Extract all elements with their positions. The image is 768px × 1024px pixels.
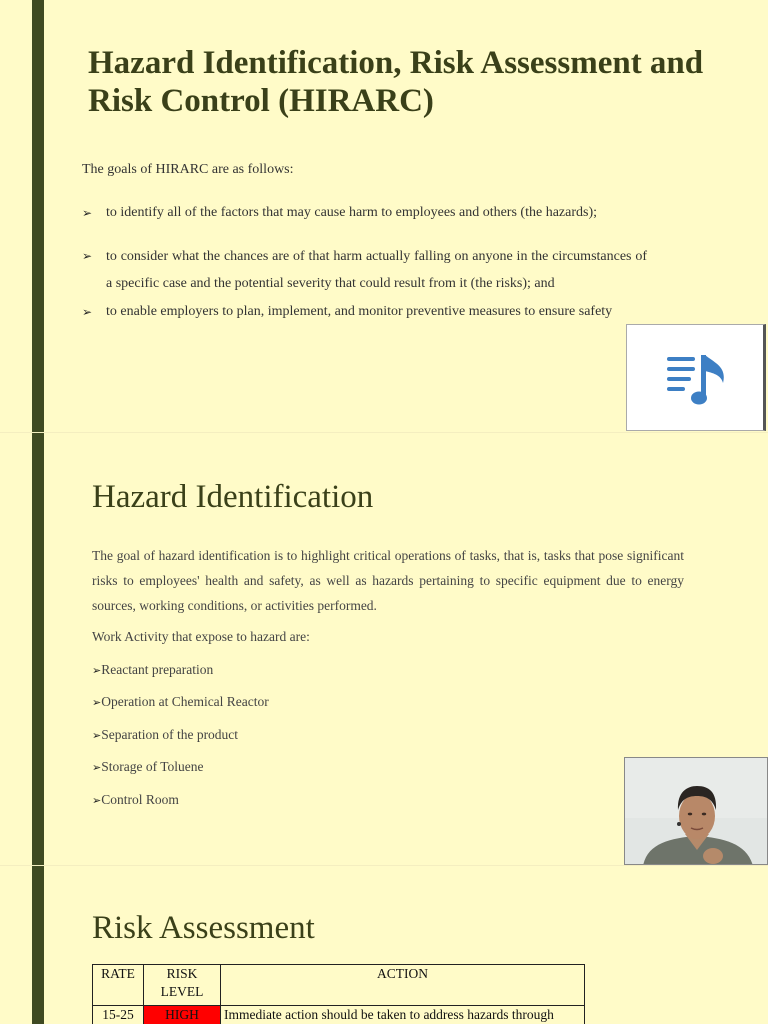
slide-hazard-identification [0, 433, 768, 865]
column-header-action: ACTION [221, 965, 585, 1006]
goal-item: ➢ to identify all of the factors that may cause harm to employees and others (the hazards); [82, 202, 647, 224]
slide-hirarc [0, 0, 768, 432]
list-item: ➢Operation at Chemical Reactor [92, 694, 269, 710]
slide-accent-bar [32, 0, 44, 432]
arrow-bullet-icon: ➢ [92, 728, 102, 742]
slide-title: Risk Assessment [92, 910, 315, 946]
intro-text: The goals of HIRARC are as follows: [82, 162, 294, 177]
rate-cell: 15-25 [93, 1006, 144, 1024]
hazard-paragraph: The goal of hazard identification is to highlight critical operations of tasks, that is, tasks that pose significant risks to employees' health and safety, as well as hazards pertaining to specific equipment due to energy sources, working conditions, or activities performed. [92, 548, 684, 613]
slide-risk-assessment [0, 866, 768, 1024]
risk-matrix-table [92, 964, 585, 1024]
work-activity-label: Work Activity that expose to hazard are: [92, 629, 310, 644]
slide-title: Hazard Identification, Risk Assessment and Risk Control (HIRARC) [88, 45, 704, 119]
list-item: ➢Storage of Toluene [92, 759, 204, 775]
table-row [93, 1006, 585, 1024]
arrow-bullet-icon: ➢ [92, 664, 102, 677]
arrow-bullet-icon: ➢ [92, 793, 102, 807]
slide-accent-bar [32, 866, 44, 1024]
goal-item: ➢ to consider what the chances are of that harm actually falling on anyone in the circumstances of a specific case and the potential severity that could result from it (the risks); and [82, 243, 647, 297]
slide-title: Hazard Identification [92, 479, 374, 515]
list-item: ➢Control Room [92, 791, 179, 807]
table-header-row [93, 965, 585, 1006]
audio-embed[interactable] [626, 324, 766, 431]
activity-list [92, 659, 269, 821]
presenter-video-image [625, 758, 768, 865]
arrow-bullet-icon: ➢ [92, 761, 102, 775]
arrow-bullet-icon: ➢ [92, 696, 102, 710]
playlist-music-icon [665, 351, 727, 409]
column-header-rate: RATE [93, 965, 144, 1006]
presenter-webcam [624, 757, 768, 865]
action-cell: Immediate action should be taken to address hazards through [221, 1006, 585, 1024]
goal-item: ➢ to enable employers to plan, implement, and monitor preventive measures to ensure safety [82, 303, 623, 321]
goals-list [82, 202, 647, 321]
list-item: ➢Reactant preparation [92, 662, 214, 677]
list-item: ➢Separation of the product [92, 726, 239, 742]
column-header-risk-level: RISK LEVEL [144, 965, 221, 1006]
risk-level-cell: HIGH [144, 1006, 221, 1024]
slide-accent-bar [32, 433, 44, 865]
